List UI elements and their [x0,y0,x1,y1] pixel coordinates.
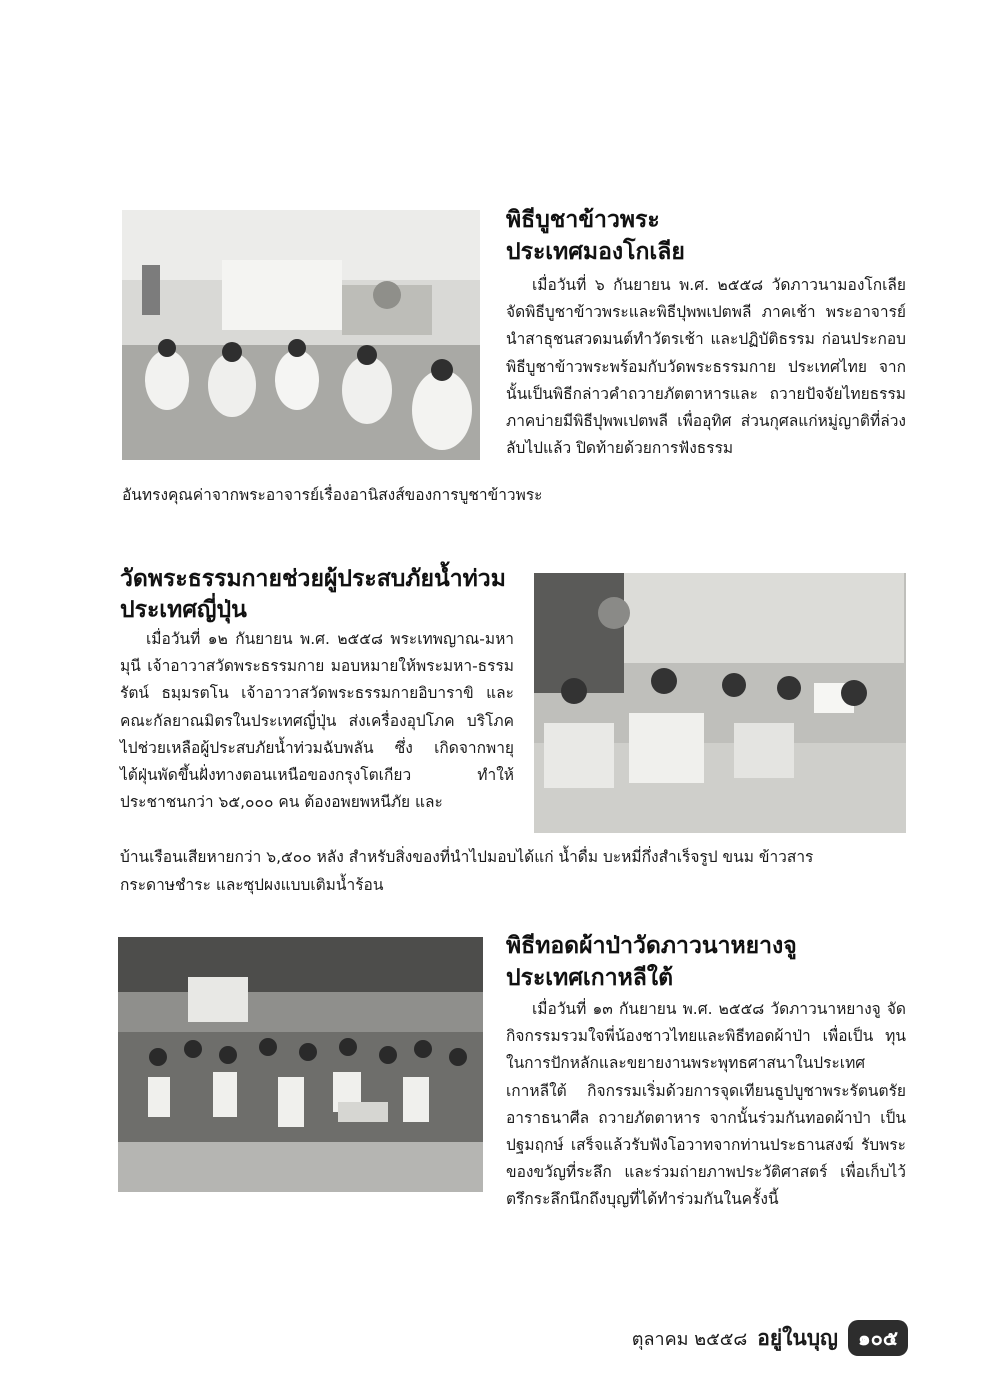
magazine-name: อยู่ในบุญ [757,1325,838,1350]
section2-body-tail-2: กระดาษชำระ และซุปผงแบบเติมน้ำร้อน [120,876,384,894]
ceremony-hall-photo [122,210,480,460]
section1-title-line2: ประเทศมองโกเลีย [506,239,685,265]
section1-body-tail: อันทรงคุณค่าจากพระอาจารย์เรื่องอานิสงส์ของการบูชาข้าวพระ [122,486,543,504]
section2-title-line2: ประเทศญี่ปุ่น [120,597,247,623]
section3-title-line2: ประเทศเกาหลีใต้ [506,965,674,991]
section2-body: เมื่อวันที่ ๑๒ กันยายน พ.ศ. ๒๕๕๘ พระเทพญาณ-มหามุนี เจ้าอาวาสวัดพระธรรมกาย มอบหมายให้พระมหา-ธรรมรัตน์ ธมฺมรตโน เจ้าอาวาสวัดพระธรรมกายอิบาราขิ และคณะกัลยาณมิตรในประเทศญี่ปุ่น ส่งเครื่องอุปโภค บริโภคไปช่วยเหลือผู้ประสบภัยน้ำท่วมฉับพลัน ซึ่ง เกิดจากพายุไต้ฝุ่นพัดขึ้นฝั่งทางตอนเหนือของกรุงโตเกียว ทำให้ประชาชนกว่า ๖๕,๐๐๐ คน ต้องอพยพหนีภัย และ [120,630,514,812]
section1-title-line1: พิธีบูชาข้าวพระ [506,207,660,233]
flood-relief-group-photo [534,573,906,833]
page-footer [632,1322,908,1354]
issue-date: ตุลาคม ๒๕๕๘ [631,1328,748,1350]
section2-title-line1: วัดพระธรรมกายช่วยผู้ประสบภัยน้ำท่วม [120,566,506,592]
section1-body: เมื่อวันที่ ๖ กันยายน พ.ศ. ๒๕๕๘ วัดภาวนามองโกเลีย จัดพิธีบูชาข้าวพระและพิธีปุพพเปตพลี ภาคเช้า พระอาจารย์นำสาธุชนสวดมนต์ทำวัตรเช้า และปฏิบัติธรรม ก่อนประกอบพิธีบูชาข้าวพระพร้อมกับวัดพระธรรมกาย ประเทศไทย จากนั้นเป็นพิธีกล่าวคำถวายภัตตาหารและ ถวายปัจจัยไทยธรรม ภาคบ่ายมีพิธีปุพพเปตพลี เพื่ออุทิศ ส่วนกุศลแก่หมู่ญาติที่ล่วงลับไปแล้ว ปิดท้ายด้วยการฟังธรรม [506,276,906,458]
section3-title-line1: พิธีทอดผ้าป่าวัดภาวนาหยางจู [506,933,797,959]
kathina-group-photo [118,937,483,1192]
section3-body: เมื่อวันที่ ๑๓ กันยายน พ.ศ. ๒๕๕๘ วัดภาวนาหยางจู จัดกิจกรรมรวมใจพี่น้องชาวไทยและพิธีทอดผ้าป่า เพื่อเป็น ทุนในการปักหลักและขยายงานพระพุทธศาสนาในประเทศ เกาหลีใต้ กิจกรรมเริ่มด้วยการจุดเทียนธูปบูชาพระรัตนตรัย อาราธนาศีล ถวายภัตตาหาร จากนั้นร่วมกันทอดผ้าป่า เป็นปฐมฤกษ์ เสร็จแล้วรับฟังโอวาทจากท่านประธานสงฆ์ รับพระของขวัญที่ระลึก และร่วมถ่ายภาพประวัติศาสตร์ เพื่อเก็บไว้ตรึกระลึกนึกถึงบุญที่ได้ทำร่วมกันในครั้งนี้ [506,1000,906,1209]
page-number: ๑๐๕ [848,1320,908,1356]
section2-body-tail-1: บ้านเรือนเสียหายกว่า ๖,๕๐๐ หลัง สำหรับสิ่งของที่นำไปมอบได้แก่ น้ำดื่ม บะหมี่กึ่งสำเร็จรูป ขนม ข้าวสาร [120,848,814,866]
